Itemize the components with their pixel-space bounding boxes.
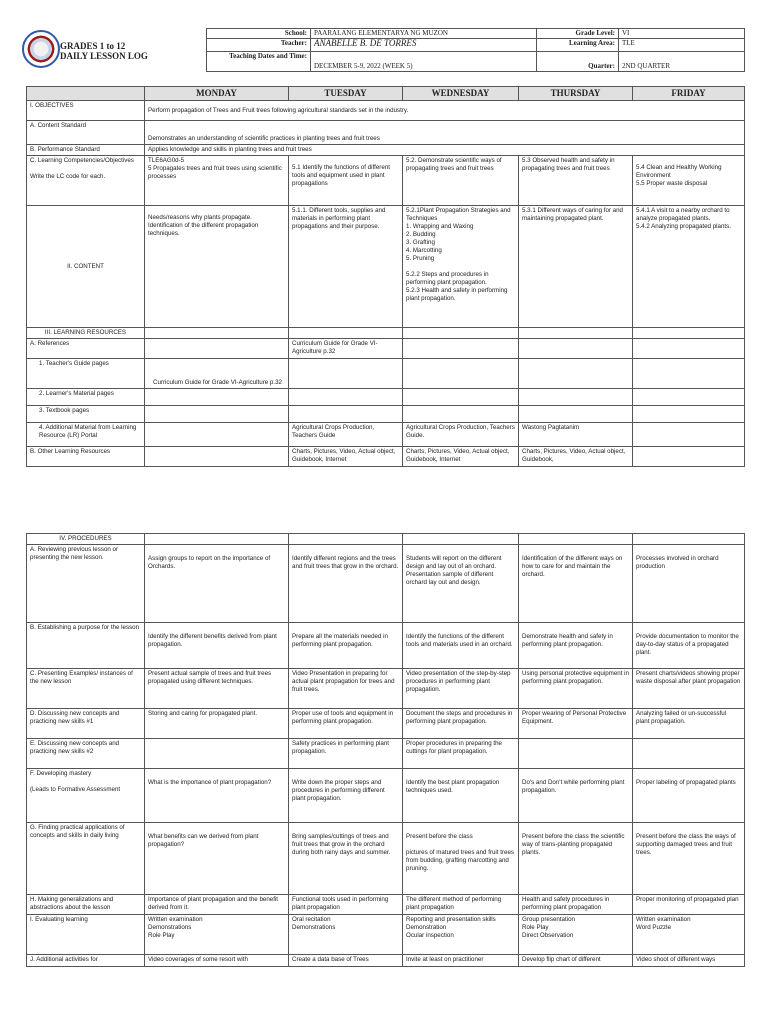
proc-j-label: J. Additional activities for: [27, 955, 145, 967]
other-mon: [145, 447, 289, 467]
proc-d-mon: Storing and caring for propagated plant.: [145, 709, 289, 739]
performance-standard-label: B. Performance Standard: [27, 145, 145, 156]
proc-f-label: F. Developing mastery (Leads to Formative Assessment: [27, 769, 145, 823]
proc-f-thu: Do's and Don't while performing plant propagation.: [519, 769, 633, 823]
proc-c-fri: Present charts/videos showing proper waste disposal after plant propagation: [633, 669, 745, 709]
day-wednesday: WEDNESDAY: [403, 87, 519, 101]
proc-i-wed: Reporting and presentation skills Demonstration Ocular inspection: [403, 915, 519, 955]
quarter-label: Quarter:: [537, 52, 619, 72]
log-title: GRADES 1 to 12 DAILY LESSON LOG: [60, 41, 148, 61]
proc-f-wed: Identify the best plant propagation techniques used.: [403, 769, 519, 823]
proc-h-label: H. Making generalizations and abstractions about the lesson: [27, 895, 145, 915]
lr-tue: Agricultural Crops Production, Teachers Guide: [289, 423, 403, 447]
procedures-label: IV. PROCEDURES: [27, 534, 145, 545]
content-mon: Needs/reasons why plants propagate. Identification of the different propagation techniques.: [145, 206, 289, 328]
proc-c-thu: Using personal protective equipment in performing plant propagation.: [519, 669, 633, 709]
teachers-guide-label: 1. Teacher's Guide pages: [27, 359, 145, 389]
proc-g-wed: Present before the class pictures of matured trees and fruit trees from budding, grafting marcotting and pruning.: [403, 823, 519, 895]
proc-h-mon: Importance of plant propagation and the benefit derived from it.: [145, 895, 289, 915]
lr-fri: [633, 423, 745, 447]
quarter-value: 2ND QUARTER: [619, 52, 745, 72]
school-value: PAARALANG ELEMENTARYA NG MUZON: [311, 29, 537, 39]
proc-f-tue: Write down the proper steps and procedures in performing different plant propagation.: [289, 769, 403, 823]
proc-e-fri: [633, 739, 745, 769]
content-standard-text: Demonstrates an understanding of scientific practices in planting trees and fruit trees: [145, 121, 745, 145]
proc-c-tue: Video Presentation in preparing for actual plant propagation for trees and fruit trees.: [289, 669, 403, 709]
proc-i-tue: Oral recitation Demonstrations: [289, 915, 403, 955]
day-thursday: THURSDAY: [519, 87, 633, 101]
resources-label: III. LEARNING RESOURCES: [27, 328, 145, 339]
header-table: [206, 28, 745, 72]
proc-a-fri: Processes involved in orchard production: [633, 545, 745, 623]
content-wed: 5.2.1Plant Propagation Strategies and Techniques 1. Wrapping and Waxing 2. Budding 3. Grafting 4. Marcotting 5. Pruning 5.2.2 Steps and procedures in performing plant propagation. 5.2.3 Health and safety in performing plant propagation.: [403, 206, 519, 328]
grade-label: Grade Level:: [537, 29, 619, 39]
other-tue: Charts, Pictures, Video, Actual object, Guidebook, Internet: [289, 447, 403, 467]
proc-h-fri: Proper monitoring of propagated plan: [633, 895, 745, 915]
proc-a-mon: Assign groups to report on the importance of Orchards.: [145, 545, 289, 623]
performance-standard-text: Applies knowledge and skills in planting trees and fruit trees: [145, 145, 745, 156]
proc-e-tue: Safety practices in performing plant propagation.: [289, 739, 403, 769]
day-tuesday: TUESDAY: [289, 87, 403, 101]
proc-a-wed: Students will report on the different design and lay out of an orchard. Presentation sample of different orchard lay out and design.: [403, 545, 519, 623]
dates-label: Teaching Dates and Time:: [207, 52, 311, 72]
content-thu: 5.3.1 Different ways of caring for and maintaining propagated plant.: [519, 206, 633, 328]
teacher-value: ANABELLE B. DE TORRES: [311, 39, 537, 52]
days-header: [26, 86, 745, 101]
proc-j-wed: Invite at least on practitioner: [403, 955, 519, 967]
competency-mon: TLE6AG0d-5 5 Propagates trees and fruit trees using scientific processes: [145, 156, 289, 206]
proc-e-thu: [519, 739, 633, 769]
day-friday: FRIDAY: [633, 87, 745, 101]
proc-h-wed: The different method of performing plant propagation: [403, 895, 519, 915]
content-tue: 5.1.1. Different tools, supplies and materials in performing plant propagations and their purpose.: [289, 206, 403, 328]
teachers-guide-mon: Curriculum Guide for Grade VI-Agriculture p.32: [145, 359, 289, 389]
lr-portal-label: 4. Additional Material from Learning Resource (LR) Portal: [27, 423, 145, 447]
other-wed: Charts, Pictures, Video, Actual object, Guidebook, Internet: [403, 447, 519, 467]
proc-i-fri: Written examination Word Puzzle: [633, 915, 745, 955]
lr-mon: [145, 423, 289, 447]
objectives-label: I. OBJECTIVES: [27, 101, 145, 121]
proc-e-wed: Proper procedures in preparing the cuttings for plant propagation.: [403, 739, 519, 769]
proc-g-fri: Present before the class the ways of supporting damaged trees and fruit trees.: [633, 823, 745, 895]
other-fri: [633, 447, 745, 467]
proc-b-label: B. Establishing a purpose for the lesson: [27, 623, 145, 669]
competency-wed: 5.2. Demonstrate scientific ways of propagating trees and fruit trees: [403, 156, 519, 206]
proc-b-tue: Prepare all the materials needed in performing plant propagation.: [289, 623, 403, 669]
proc-j-thu: Develop flip chart of different: [519, 955, 633, 967]
proc-a-label: A. Reviewing previous lesson or presenting the new lesson.: [27, 545, 145, 623]
learners-material-label: 2. Learner's Material pages: [27, 389, 145, 406]
objectives-table: [26, 100, 745, 467]
references-label: A. References: [27, 339, 145, 359]
proc-b-wed: Identify the functions of the different tools and materials used in an orchard.: [403, 623, 519, 669]
proc-f-mon: What is the importance of plant propagation?: [145, 769, 289, 823]
proc-j-tue: Create a data base of Trees: [289, 955, 403, 967]
content-fri: 5.4.1 A visit to a nearby orchard to analyze propagated plants. 5.4.2 Analyzing propagated plants.: [633, 206, 745, 328]
school-label: School:: [207, 29, 311, 39]
proc-g-tue: Bring samples/cuttings of trees and fruit trees that grow in the orchard during both rainy days and summer.: [289, 823, 403, 895]
proc-d-fri: Analyzing failed or un-successful plant propagation.: [633, 709, 745, 739]
proc-i-mon: Written examination Demonstrations Role Play: [145, 915, 289, 955]
day-blank: [27, 87, 145, 101]
competency-tue: 5.1 Identify the functions of different tools and equipment used in plant propagations: [289, 156, 403, 206]
day-monday: MONDAY: [145, 87, 289, 101]
other-resources-label: B. Other Learning Resources: [27, 447, 145, 467]
proc-i-label: I. Evaluating learning: [27, 915, 145, 955]
objectives-text: Perform propagation of Trees and Fruit trees following agricultural standards set in the industry.: [145, 101, 745, 121]
proc-b-fri: Provide documentation to monitor the day-to-day status of a propagated plant.: [633, 623, 745, 669]
proc-e-label: E. Discussing new concepts and practicing new skills #2: [27, 739, 145, 769]
proc-b-mon: Identify the different benefits derived from plant propagation.: [145, 623, 289, 669]
procedures-table: [26, 533, 745, 967]
content-label: II. CONTENT: [27, 206, 145, 328]
proc-d-tue: Proper use of tools and equipment in performing plant propagation.: [289, 709, 403, 739]
competencies-label: C. Learning Competencies/Objectives Write the LC code for each.: [27, 156, 145, 206]
proc-d-thu: Proper wearing of Personal Protective Equipment.: [519, 709, 633, 739]
proc-a-tue: Identify different regions and the trees and fruit trees that grow in the orchard.: [289, 545, 403, 623]
proc-d-wed: Document the steps and procedures in performing plant propagation.: [403, 709, 519, 739]
competency-fri: 5.4 Clean and Healthy Working Environment 5.5 Proper waste disposal: [633, 156, 745, 206]
proc-c-mon: Present actual sample of trees and fruit trees propagated using different techniques.: [145, 669, 289, 709]
proc-f-fri: Proper labeling of propagated plants: [633, 769, 745, 823]
proc-j-fri: Video shoot of different ways: [633, 955, 745, 967]
proc-c-label: C. Presenting Examples/ instances of the new lesson: [27, 669, 145, 709]
textbook-label: 3. Textbook pages: [27, 406, 145, 423]
lr-thu: Wastong Pagtatanim: [519, 423, 633, 447]
area-label: Learning Area:: [537, 39, 619, 52]
references-tue: Curriculum Guide for Grade VI-Agriculture p.32: [289, 339, 403, 359]
proc-g-label: G. Finding practical applications of concepts and skills in daily living: [27, 823, 145, 895]
other-thu: Charts, Pictures, Video, Actual object, Guidebook,: [519, 447, 633, 467]
proc-g-mon: What benefits can we derived from plant propagation?: [145, 823, 289, 895]
proc-i-thu: Group presentation Role Play Direct Observation: [519, 915, 633, 955]
proc-h-thu: Health and safety procedures in performing plant propagation: [519, 895, 633, 915]
proc-h-tue: Functional tools used in performing plant propagation: [289, 895, 403, 915]
proc-c-wed: Video presentation of the step-by-step procedures in performing plant propagation.: [403, 669, 519, 709]
deped-seal-logo: [22, 30, 60, 68]
competency-thu: 5.3 Observed health and safety in propagating trees and fruit trees: [519, 156, 633, 206]
lr-wed: Agricultural Crops Production, Teachers Guide.: [403, 423, 519, 447]
proc-a-thu: Identification of the different ways on how to care for and maintain the orchard.: [519, 545, 633, 623]
proc-j-mon: Video coverages of some resort with: [145, 955, 289, 967]
dates-value: DECEMBER 5-9, 2022 (WEEK 5): [311, 52, 537, 72]
proc-g-thu: Present before the class the scientific way of trans-planting propagated plants.: [519, 823, 633, 895]
proc-b-thu: Demonstrate health and safety in performing plant propagation.: [519, 623, 633, 669]
teacher-label: Teacher:: [207, 39, 311, 52]
grade-value: VI: [619, 29, 745, 39]
area-value: TLE: [619, 39, 745, 52]
proc-d-label: D. Discussing new concepts and practicing new skills #1: [27, 709, 145, 739]
proc-e-mon: [145, 739, 289, 769]
content-standard-label: A. Content Standard: [27, 121, 145, 145]
